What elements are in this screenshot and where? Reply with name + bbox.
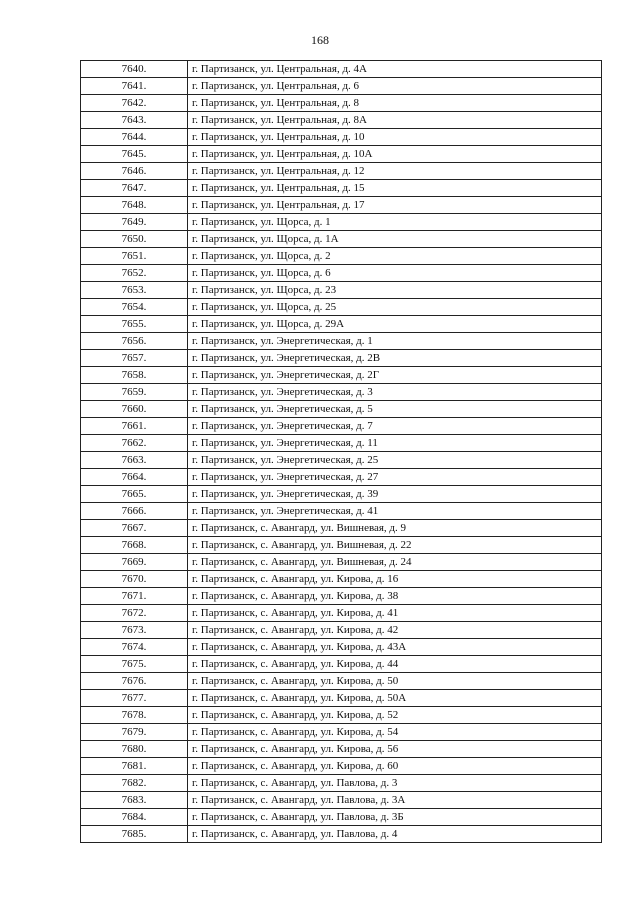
address-cell: г. Партизанск, с. Авангард, ул. Кирова, д. 42 (188, 622, 602, 639)
row-number-cell: 7641. (81, 78, 188, 95)
table-row (81, 690, 602, 707)
address-cell: г. Партизанск, ул. Центральная, д. 12 (188, 163, 602, 180)
address-cell: г. Партизанск, ул. Энергетическая, д. 5 (188, 401, 602, 418)
address-cell: г. Партизанск, ул. Энергетическая, д. 25 (188, 452, 602, 469)
row-number-cell: 7661. (81, 418, 188, 435)
table-row (81, 537, 602, 554)
row-number-cell: 7658. (81, 367, 188, 384)
table-row (81, 656, 602, 673)
address-cell: г. Партизанск, ул. Энергетическая, д. 11 (188, 435, 602, 452)
table-row (81, 61, 602, 78)
address-cell: г. Партизанск, ул. Энергетическая, д. 7 (188, 418, 602, 435)
row-number-cell: 7675. (81, 656, 188, 673)
table-row (81, 775, 602, 792)
address-table-body (81, 61, 602, 843)
row-number-cell: 7649. (81, 214, 188, 231)
row-number-cell: 7646. (81, 163, 188, 180)
row-number-cell: 7645. (81, 146, 188, 163)
address-cell: г. Партизанск, ул. Энергетическая, д. 3 (188, 384, 602, 401)
row-number-cell: 7669. (81, 554, 188, 571)
table-row (81, 673, 602, 690)
row-number-cell: 7651. (81, 248, 188, 265)
table-row (81, 503, 602, 520)
address-cell: г. Партизанск, с. Авангард, ул. Павлова, д. 3Б (188, 809, 602, 826)
row-number-cell: 7671. (81, 588, 188, 605)
row-number-cell: 7656. (81, 333, 188, 350)
address-cell: г. Партизанск, с. Авангард, ул. Кирова, д. 50А (188, 690, 602, 707)
row-number-cell: 7655. (81, 316, 188, 333)
row-number-cell: 7642. (81, 95, 188, 112)
row-number-cell: 7667. (81, 520, 188, 537)
row-number-cell: 7664. (81, 469, 188, 486)
address-cell: г. Партизанск, ул. Щорса, д. 23 (188, 282, 602, 299)
address-cell: г. Партизанск, с. Авангард, ул. Вишневая, д. 9 (188, 520, 602, 537)
address-cell: г. Партизанск, ул. Центральная, д. 6 (188, 78, 602, 95)
table-row (81, 282, 602, 299)
address-cell: г. Партизанск, с. Авангард, ул. Кирова, д. 43А (188, 639, 602, 656)
address-cell: г. Партизанск, с. Авангард, ул. Вишневая, д. 24 (188, 554, 602, 571)
row-number-cell: 7672. (81, 605, 188, 622)
page-number: 168 (311, 33, 329, 47)
table-row (81, 248, 602, 265)
address-cell: г. Партизанск, ул. Центральная, д. 8 (188, 95, 602, 112)
table-row (81, 792, 602, 809)
row-number-cell: 7643. (81, 112, 188, 129)
address-table (80, 60, 602, 843)
row-number-cell: 7660. (81, 401, 188, 418)
row-number-cell: 7682. (81, 775, 188, 792)
table-row (81, 129, 602, 146)
table-row (81, 316, 602, 333)
table-row (81, 401, 602, 418)
row-number-cell: 7685. (81, 826, 188, 843)
address-cell: г. Партизанск, ул. Щорса, д. 6 (188, 265, 602, 282)
address-cell: г. Партизанск, с. Авангард, ул. Кирова, д. 44 (188, 656, 602, 673)
row-number-cell: 7659. (81, 384, 188, 401)
table-row (81, 350, 602, 367)
table-row (81, 639, 602, 656)
table-row (81, 588, 602, 605)
table-row (81, 146, 602, 163)
row-number-cell: 7673. (81, 622, 188, 639)
row-number-cell: 7663. (81, 452, 188, 469)
table-row (81, 299, 602, 316)
row-number-cell: 7678. (81, 707, 188, 724)
row-number-cell: 7653. (81, 282, 188, 299)
address-cell: г. Партизанск, ул. Центральная, д. 10А (188, 146, 602, 163)
table-row (81, 78, 602, 95)
address-cell: г. Партизанск, ул. Энергетическая, д. 2В (188, 350, 602, 367)
table-row (81, 554, 602, 571)
row-number-cell: 7677. (81, 690, 188, 707)
address-cell: г. Партизанск, ул. Энергетическая, д. 27 (188, 469, 602, 486)
address-cell: г. Партизанск, ул. Энергетическая, д. 41 (188, 503, 602, 520)
table-row (81, 758, 602, 775)
table-row (81, 809, 602, 826)
table-row (81, 95, 602, 112)
table-row (81, 707, 602, 724)
address-cell: г. Партизанск, ул. Щорса, д. 1 (188, 214, 602, 231)
address-cell: г. Партизанск, с. Авангард, ул. Кирова, д. 41 (188, 605, 602, 622)
row-number-cell: 7670. (81, 571, 188, 588)
row-number-cell: 7640. (81, 61, 188, 78)
table-row (81, 112, 602, 129)
address-cell: г. Партизанск, с. Авангард, ул. Кирова, д. 56 (188, 741, 602, 758)
address-cell: г. Партизанск, ул. Энергетическая, д. 1 (188, 333, 602, 350)
row-number-cell: 7681. (81, 758, 188, 775)
table-row (81, 180, 602, 197)
table-row (81, 724, 602, 741)
table-row (81, 197, 602, 214)
table-row (81, 605, 602, 622)
table-row (81, 741, 602, 758)
row-number-cell: 7650. (81, 231, 188, 248)
address-cell: г. Партизанск, с. Авангард, ул. Вишневая, д. 22 (188, 537, 602, 554)
address-cell: г. Партизанск, ул. Энергетическая, д. 39 (188, 486, 602, 503)
table-row (81, 333, 602, 350)
address-cell: г. Партизанск, ул. Щорса, д. 2 (188, 248, 602, 265)
row-number-cell: 7676. (81, 673, 188, 690)
address-cell: г. Партизанск, с. Авангард, ул. Кирова, д. 54 (188, 724, 602, 741)
row-number-cell: 7644. (81, 129, 188, 146)
table-row (81, 265, 602, 282)
table-row (81, 486, 602, 503)
table-row (81, 622, 602, 639)
table-row (81, 435, 602, 452)
table-row (81, 469, 602, 486)
address-cell: г. Партизанск, с. Авангард, ул. Павлова, д. 3А (188, 792, 602, 809)
address-cell: г. Партизанск, ул. Щорса, д. 29А (188, 316, 602, 333)
table-row (81, 452, 602, 469)
table-row (81, 826, 602, 843)
address-cell: г. Партизанск, с. Авангард, ул. Кирова, д. 52 (188, 707, 602, 724)
table-row (81, 520, 602, 537)
row-number-cell: 7662. (81, 435, 188, 452)
row-number-cell: 7668. (81, 537, 188, 554)
address-cell: г. Партизанск, с. Авангард, ул. Павлова, д. 4 (188, 826, 602, 843)
row-number-cell: 7679. (81, 724, 188, 741)
table-row (81, 163, 602, 180)
address-cell: г. Партизанск, ул. Центральная, д. 17 (188, 197, 602, 214)
address-cell: г. Партизанск, ул. Центральная, д. 4А (188, 61, 602, 78)
address-cell: г. Партизанск, ул. Центральная, д. 15 (188, 180, 602, 197)
address-cell: г. Партизанск, с. Авангард, ул. Павлова, д. 3 (188, 775, 602, 792)
address-cell: г. Партизанск, ул. Центральная, д. 10 (188, 129, 602, 146)
address-cell: г. Партизанск, ул. Центральная, д. 8А (188, 112, 602, 129)
table-row (81, 367, 602, 384)
table-row (81, 571, 602, 588)
row-number-cell: 7680. (81, 741, 188, 758)
row-number-cell: 7657. (81, 350, 188, 367)
row-number-cell: 7666. (81, 503, 188, 520)
row-number-cell: 7683. (81, 792, 188, 809)
address-cell: г. Партизанск, с. Авангард, ул. Кирова, д. 50 (188, 673, 602, 690)
table-row (81, 231, 602, 248)
row-number-cell: 7652. (81, 265, 188, 282)
table-row (81, 384, 602, 401)
row-number-cell: 7684. (81, 809, 188, 826)
row-number-cell: 7647. (81, 180, 188, 197)
row-number-cell: 7674. (81, 639, 188, 656)
table-row (81, 418, 602, 435)
row-number-cell: 7654. (81, 299, 188, 316)
address-cell: г. Партизанск, с. Авангард, ул. Кирова, д. 60 (188, 758, 602, 775)
table-row (81, 214, 602, 231)
address-cell: г. Партизанск, ул. Щорса, д. 1А (188, 231, 602, 248)
row-number-cell: 7648. (81, 197, 188, 214)
address-cell: г. Партизанск, с. Авангард, ул. Кирова, д. 38 (188, 588, 602, 605)
address-cell: г. Партизанск, с. Авангард, ул. Кирова, д. 16 (188, 571, 602, 588)
row-number-cell: 7665. (81, 486, 188, 503)
address-cell: г. Партизанск, ул. Щорса, д. 25 (188, 299, 602, 316)
address-cell: г. Партизанск, ул. Энергетическая, д. 2Г (188, 367, 602, 384)
